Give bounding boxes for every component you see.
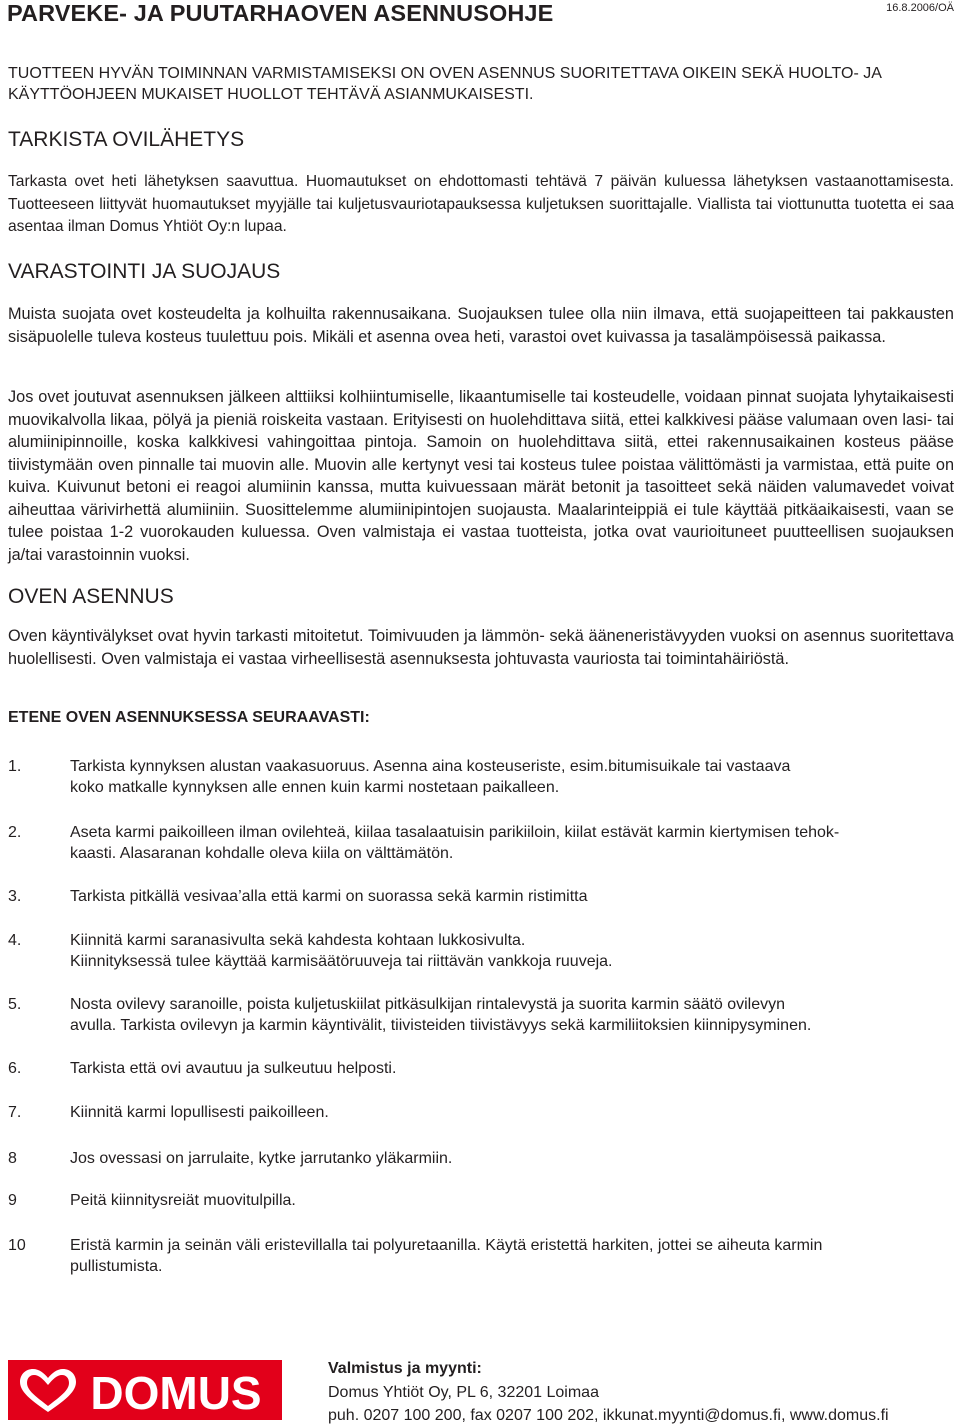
page-title: PARVEKE- JA PUUTARHAOVEN ASENNUSOHJE <box>7 0 554 26</box>
list-item <box>8 1235 954 1277</box>
contact-heading: Valmistus ja myynti: <box>328 1360 482 1377</box>
logo-wordmark: DOMUS <box>90 1367 262 1419</box>
step-text-line: Tarkista kynnyksen alustan vaakasuoruus. Asenna aina kosteuseriste, esim.bitumisuikale tai vastaava <box>70 758 791 775</box>
list-item <box>8 1102 954 1123</box>
varastointi-paragraph-2: Jos ovet joutuvat asennuksen jälkeen alttiiksi kolhiintumiselle, likaantumiselle tai kosteudelle, voidaan pinnat suojata lyhytaikaisesti muovikalvolla likaa, pölyä ja pieniä roiskeita vastaan. Erityisesti on huolehdittava siitä, ettei kalkkivesi pääse valumaan oven lasi- tai alumiinipinnoille, koska kalkkivesi vahingoittaa pintoja. Samoin on huolehdittava siitä, ettei rakennusaikainen kosteus pääse tiivistymään oven pinnalle tai muovin alle. Muovin alle kertynyt vesi tai kosteus tulee poistaa välittömästi ja varmistaa, että puite on kuiva. Kuivunut betoni ei reagoi alumiinin kanssa, mutta kuivuessaan märät betonit ja tasoitteet sekä näiden valumavedet voivat aiheuttaa värivirhettä alumiiniin. Suosittelemme alumiinipintojen suojausta. Maalarinteippiä ei tule käyttää pitkäaikaisesti, vaan se tulee poistaa 1-2 vuorokauden kuluessa. Oven valmistaja ei vastaa tuotteista, jotka ovat vaurioituneet puutteellisen suojauksen ja/tai varastoinnin vuoksi. <box>8 388 954 564</box>
list-item <box>8 1148 954 1169</box>
step-number: 2. <box>8 824 22 841</box>
section-heading-asennus: OVEN ASENNUS <box>8 585 174 608</box>
document-date: 16.8.2006/OÄ <box>886 2 954 14</box>
asennus-paragraph: Oven käyntivälykset ovat hyvin tarkasti mitoitetut. Toimivuuden ja lämmön- sekä ääneneristävyyden vuoksi on asennus suoritettava huolellisesti. Oven valmistaja ei vastaa virheellisestä asennuksesta johtuvasta vauriosta tai toimintahäiriöstä. <box>8 627 954 668</box>
step-text-line: koko matkalle kynnyksen alle ennen kuin karmi nostetaan paikalleen. <box>70 779 560 796</box>
contact-details: puh. 0207 100 200, fax 0207 100 202, ikkunat.myynti@domus.fi, www.domus.fi <box>328 1407 889 1424</box>
step-text-line: Kiinnitä karmi saranasivulta sekä kahdesta kohtaan lukkosivulta. <box>70 932 526 949</box>
steps-heading: ETENE OVEN ASENNUKSESSA SEURAAVASTI: <box>8 709 370 726</box>
step-text-line: Jos ovessasi on jarrulaite, kytke jarrutanko yläkarmiin. <box>70 1150 453 1167</box>
step-number: 8 <box>8 1150 17 1167</box>
step-text-line: Eristä karmin ja seinän väli eristevillalla tai polyuretaanilla. Käytä eristettä harkiten, jottei se aiheuta karmin <box>70 1237 823 1254</box>
step-text-line: Aseta karmi paikoilleen ilman ovilehteä, kiilaa tasalaatuisin parikiiloin, kiilat estävät karmin kiertymisen tehok- <box>70 824 840 841</box>
list-item <box>8 994 954 1036</box>
list-item <box>8 1058 954 1079</box>
step-text-line: Peitä kiinnitysreiät muovitulpilla. <box>70 1192 296 1209</box>
step-text-line: Nosta ovilevy saranoille, poista kuljetuskiilat pitkäsulkijan rintalevystä ja suorita karmin säätö ovilevyn <box>70 996 785 1013</box>
tarkista-paragraph: Tarkasta ovet heti lähetyksen saavuttua. Huomautukset on ehdottomasti tehtävä 7 päivän kuluessa lähetyksen vastaanottamisesta. Tuotteeseen liittyvät huomautukset myyjälle tai kuljetusvauriotapauksessa kuljetuksen suorittajalle. Viallista tai viottunutta tuotetta ei saa asentaa ilman Domus Yhtiöt Oy:n lupaa. <box>8 173 954 235</box>
step-text-line: kaasti. Alasaranan kohdalle oleva kiila on välttämätön. <box>70 845 454 862</box>
list-item <box>8 886 954 907</box>
step-number: 4. <box>8 932 22 949</box>
step-number: 7. <box>8 1104 22 1121</box>
company-address: Domus Yhtiöt Oy, PL 6, 32201 Loimaa <box>328 1383 599 1401</box>
section-heading-varastointi: VARASTOINTI JA SUOJAUS <box>8 260 281 283</box>
step-number: 3. <box>8 888 22 905</box>
varastointi-paragraph-1: Muista suojata ovet kosteudelta ja kolhuilta rakennusaikana. Suojauksen tulee olla niin ilmava, että suojapeitteen tai pakkausten sisäpuolelle tuleva kosteus tuulettuu pois. Mikäli et asenna ovea heti, varastoi ovet kuivassa ja tasalämpöisessä paikassa. <box>8 305 954 346</box>
list-item <box>8 1190 954 1211</box>
company-contact <box>328 1357 889 1428</box>
step-number: 1. <box>8 758 22 775</box>
step-number: 9 <box>8 1192 17 1209</box>
step-number: 6. <box>8 1060 22 1077</box>
intro-text: TUOTTEEN HYVÄN TOIMINNAN VARMISTAMISEKSI ON OVEN ASENNUS SUORITETTAVA OIKEIN SEKÄ HUOLTO- JA KÄYTTÖOHJEEN MUKAISET HUOLLOT TEHTÄVÄ ASIANMUKAISESTI. <box>8 65 882 103</box>
step-text-line: Kiinnityksessä tulee käyttää karmisäätöruuveja tai riittävän vankkoja ruuveja. <box>70 953 613 970</box>
step-text-line: Kiinnitä karmi lopullisesti paikoilleen. <box>70 1104 329 1121</box>
step-text-line: Tarkista pitkällä vesivaa’alla että karmi on suorassa sekä karmin ristimitta <box>70 888 588 905</box>
step-text-line: Tarkista että ovi avautuu ja sulkeutuu helposti. <box>70 1060 397 1077</box>
step-text-line: pullistumista. <box>70 1258 163 1275</box>
step-text-line: avulla. Tarkista ovilevyn ja karmin käyntivälit, tiivisteiden tiivistävyys sekä karmiliitoksien kiinnipysyminen. <box>70 1017 812 1034</box>
list-item <box>8 756 954 798</box>
step-number: 10 <box>8 1237 26 1254</box>
section-heading-tarkista: TARKISTA OVILÄHETYS <box>8 128 245 151</box>
list-item <box>8 930 954 972</box>
step-number: 5. <box>8 996 22 1013</box>
domus-logo <box>8 1360 282 1420</box>
list-item <box>8 822 954 864</box>
